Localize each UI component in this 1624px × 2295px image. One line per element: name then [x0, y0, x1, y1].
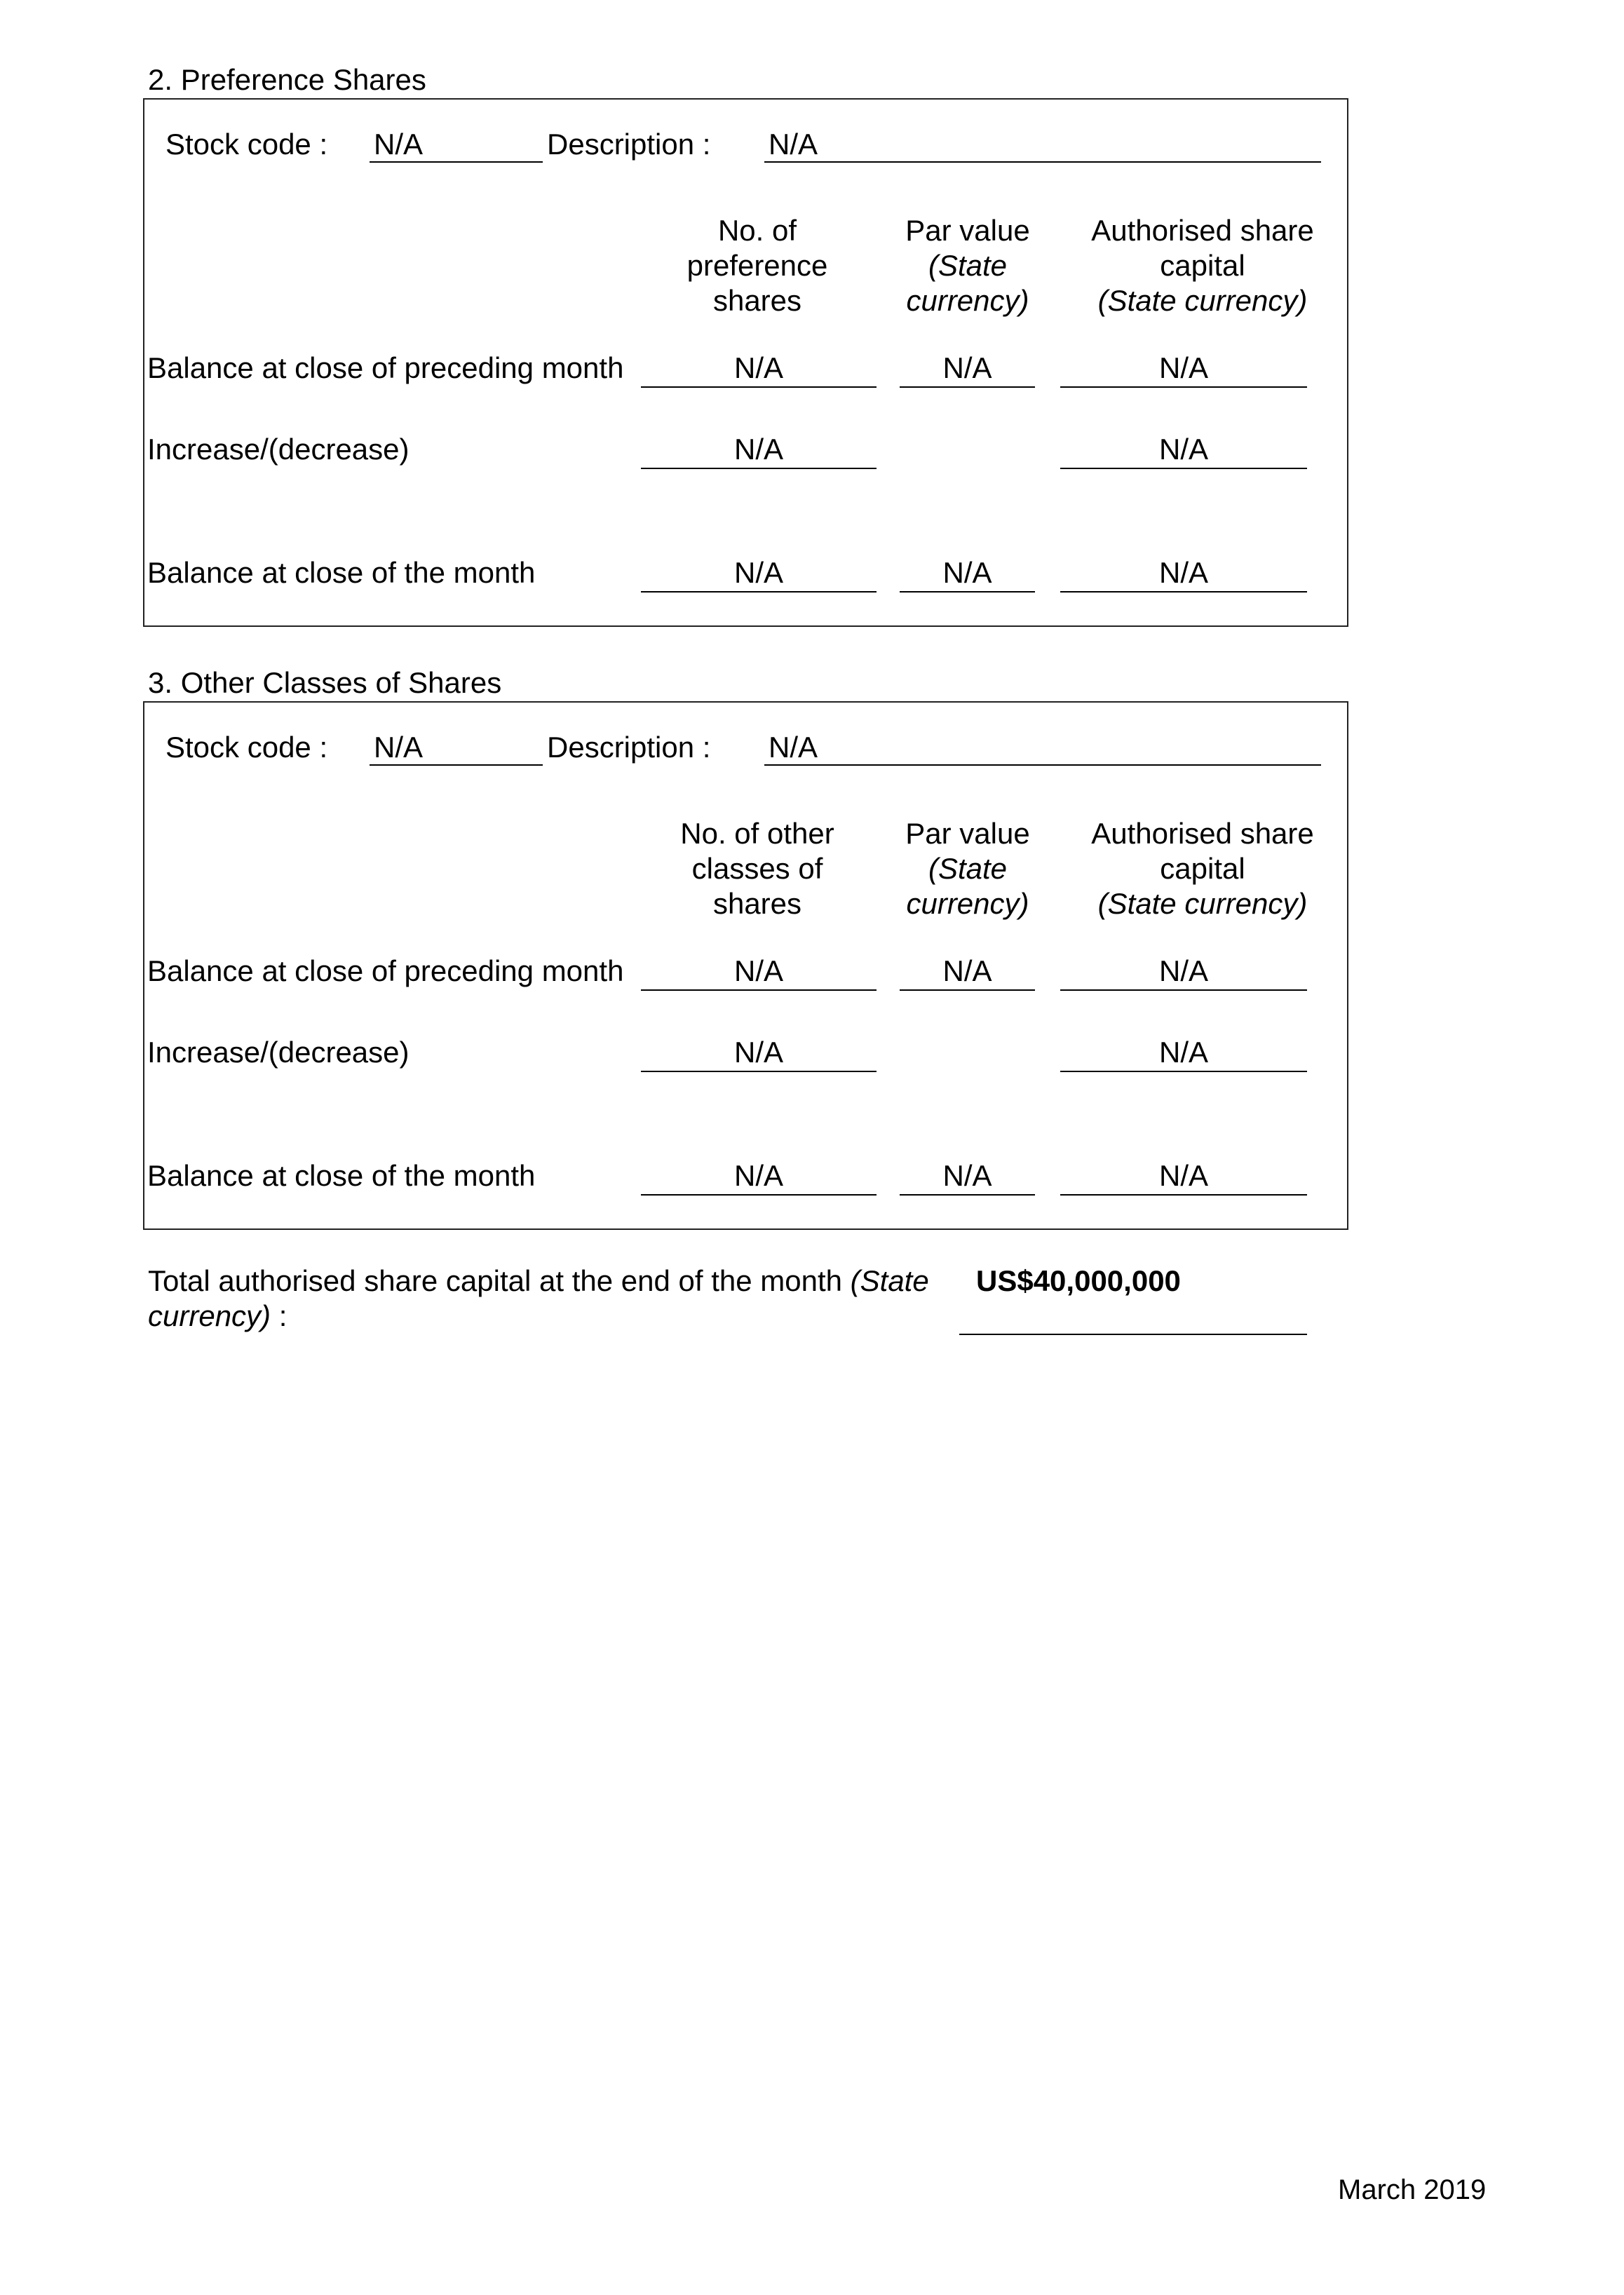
preference-description-label: Description : — [547, 128, 711, 161]
other-preceding-shares-field[interactable]: N/A — [641, 954, 877, 991]
preference-close-capital-field[interactable]: N/A — [1060, 556, 1307, 593]
preference-preceding-capital-field[interactable]: N/A — [1060, 351, 1307, 388]
other-preceding-capital-field[interactable]: N/A — [1060, 954, 1307, 991]
preference-close-shares-field[interactable]: N/A — [641, 556, 877, 593]
other-close-shares-field[interactable]: N/A — [641, 1159, 877, 1196]
preference-col-shares-header: No. of preference shares — [686, 214, 828, 317]
preference-row-preceding-label: Balance at close of preceding month — [147, 351, 624, 384]
preference-col-par-value-header: Par value (State currency) — [905, 214, 1030, 317]
preference-row-change-label: Increase/(decrease) — [147, 433, 410, 466]
other-description-label: Description : — [547, 731, 711, 764]
other-close-capital-field[interactable]: N/A — [1060, 1159, 1307, 1196]
preference-change-shares-field[interactable]: N/A — [641, 433, 877, 469]
other-close-par-field[interactable]: N/A — [900, 1159, 1035, 1196]
other-col-par-value-header: Par value (State currency) — [905, 817, 1030, 920]
other-change-capital-field[interactable]: N/A — [1060, 1036, 1307, 1072]
preference-row-close-label: Balance at close of the month — [147, 556, 536, 589]
other-preceding-par-field[interactable]: N/A — [900, 954, 1035, 991]
other-row-change-label: Increase/(decrease) — [147, 1036, 410, 1069]
other-section-title: 3. Other Classes of Shares — [148, 666, 502, 699]
other-col-shares-header: No. of other classes of shares — [680, 817, 834, 920]
preference-stock-code-field[interactable]: N/A — [370, 128, 543, 163]
total-capital-underline[interactable] — [959, 1299, 1307, 1335]
preference-preceding-par-field[interactable]: N/A — [900, 351, 1035, 388]
other-row-close-label: Balance at close of the month — [147, 1159, 536, 1192]
other-col-authorised-header: Authorised share capital (State currency) — [1091, 817, 1314, 920]
preference-stock-code-label: Stock code : — [165, 128, 328, 161]
other-description-field[interactable]: N/A — [764, 731, 1321, 766]
preference-section-title: 2. Preference Shares — [148, 63, 426, 96]
preference-close-par-field[interactable]: N/A — [900, 556, 1035, 593]
preference-change-capital-field[interactable]: N/A — [1060, 433, 1307, 469]
preference-preceding-shares-field[interactable]: N/A — [641, 351, 877, 388]
footer-date: March 2019 — [1338, 2174, 1487, 2205]
preference-description-field[interactable]: N/A — [764, 128, 1321, 163]
total-capital-label: Total authorised share capital at the end of the month (State currency) : — [148, 1264, 929, 1332]
other-stock-code-label: Stock code : — [165, 731, 328, 764]
other-stock-code-field[interactable]: N/A — [370, 731, 543, 766]
total-capital-value: US$40,000,000 — [976, 1264, 1181, 1297]
other-row-preceding-label: Balance at close of preceding month — [147, 954, 624, 987]
preference-col-authorised-header: Authorised share capital (State currency) — [1091, 214, 1314, 317]
other-change-shares-field[interactable]: N/A — [641, 1036, 877, 1072]
